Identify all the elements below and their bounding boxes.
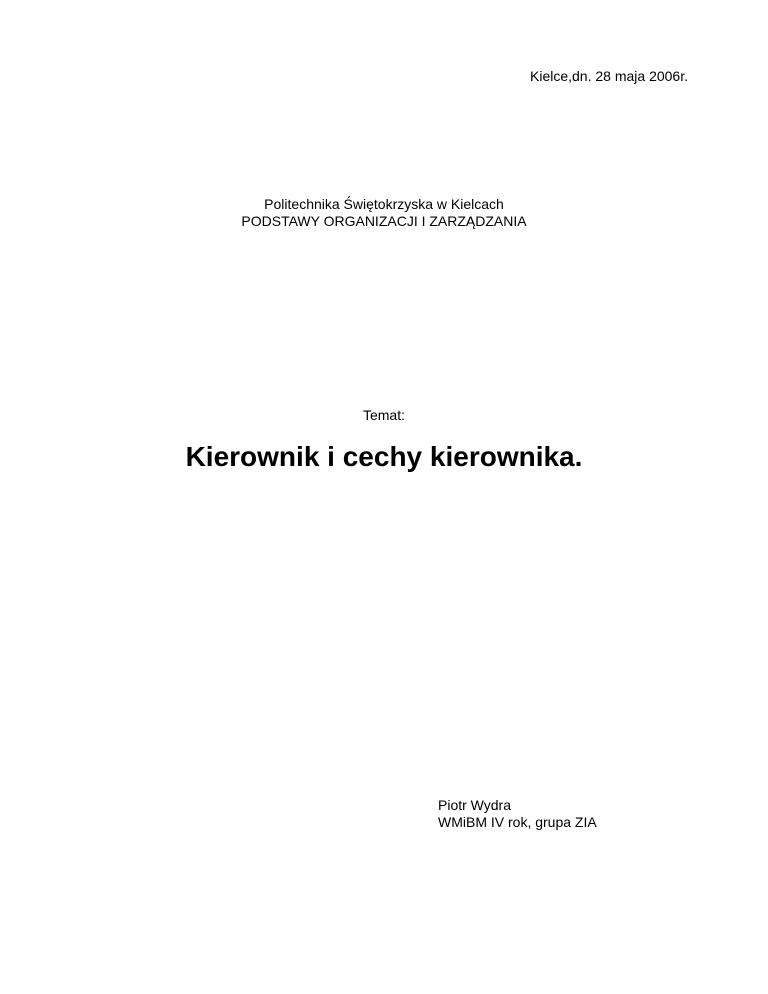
course-name: PODSTAWY ORGANIZACJI I ZARZĄDZANIA bbox=[241, 213, 527, 229]
author-info: WMiBM IV rok, grupa ZIA bbox=[438, 814, 597, 830]
author-name: Piotr Wydra bbox=[438, 797, 512, 813]
institution-block bbox=[0, 196, 768, 230]
topic-label: Temat: bbox=[362, 407, 405, 423]
institution-name: Politechnika Świętokrzyska w Kielcach bbox=[264, 196, 504, 212]
author-block bbox=[438, 797, 597, 831]
document-title: Kierownik i cechy kierownika. bbox=[185, 441, 583, 472]
date-line: Kielce,dn. 28 maja 2006r. bbox=[530, 68, 688, 84]
